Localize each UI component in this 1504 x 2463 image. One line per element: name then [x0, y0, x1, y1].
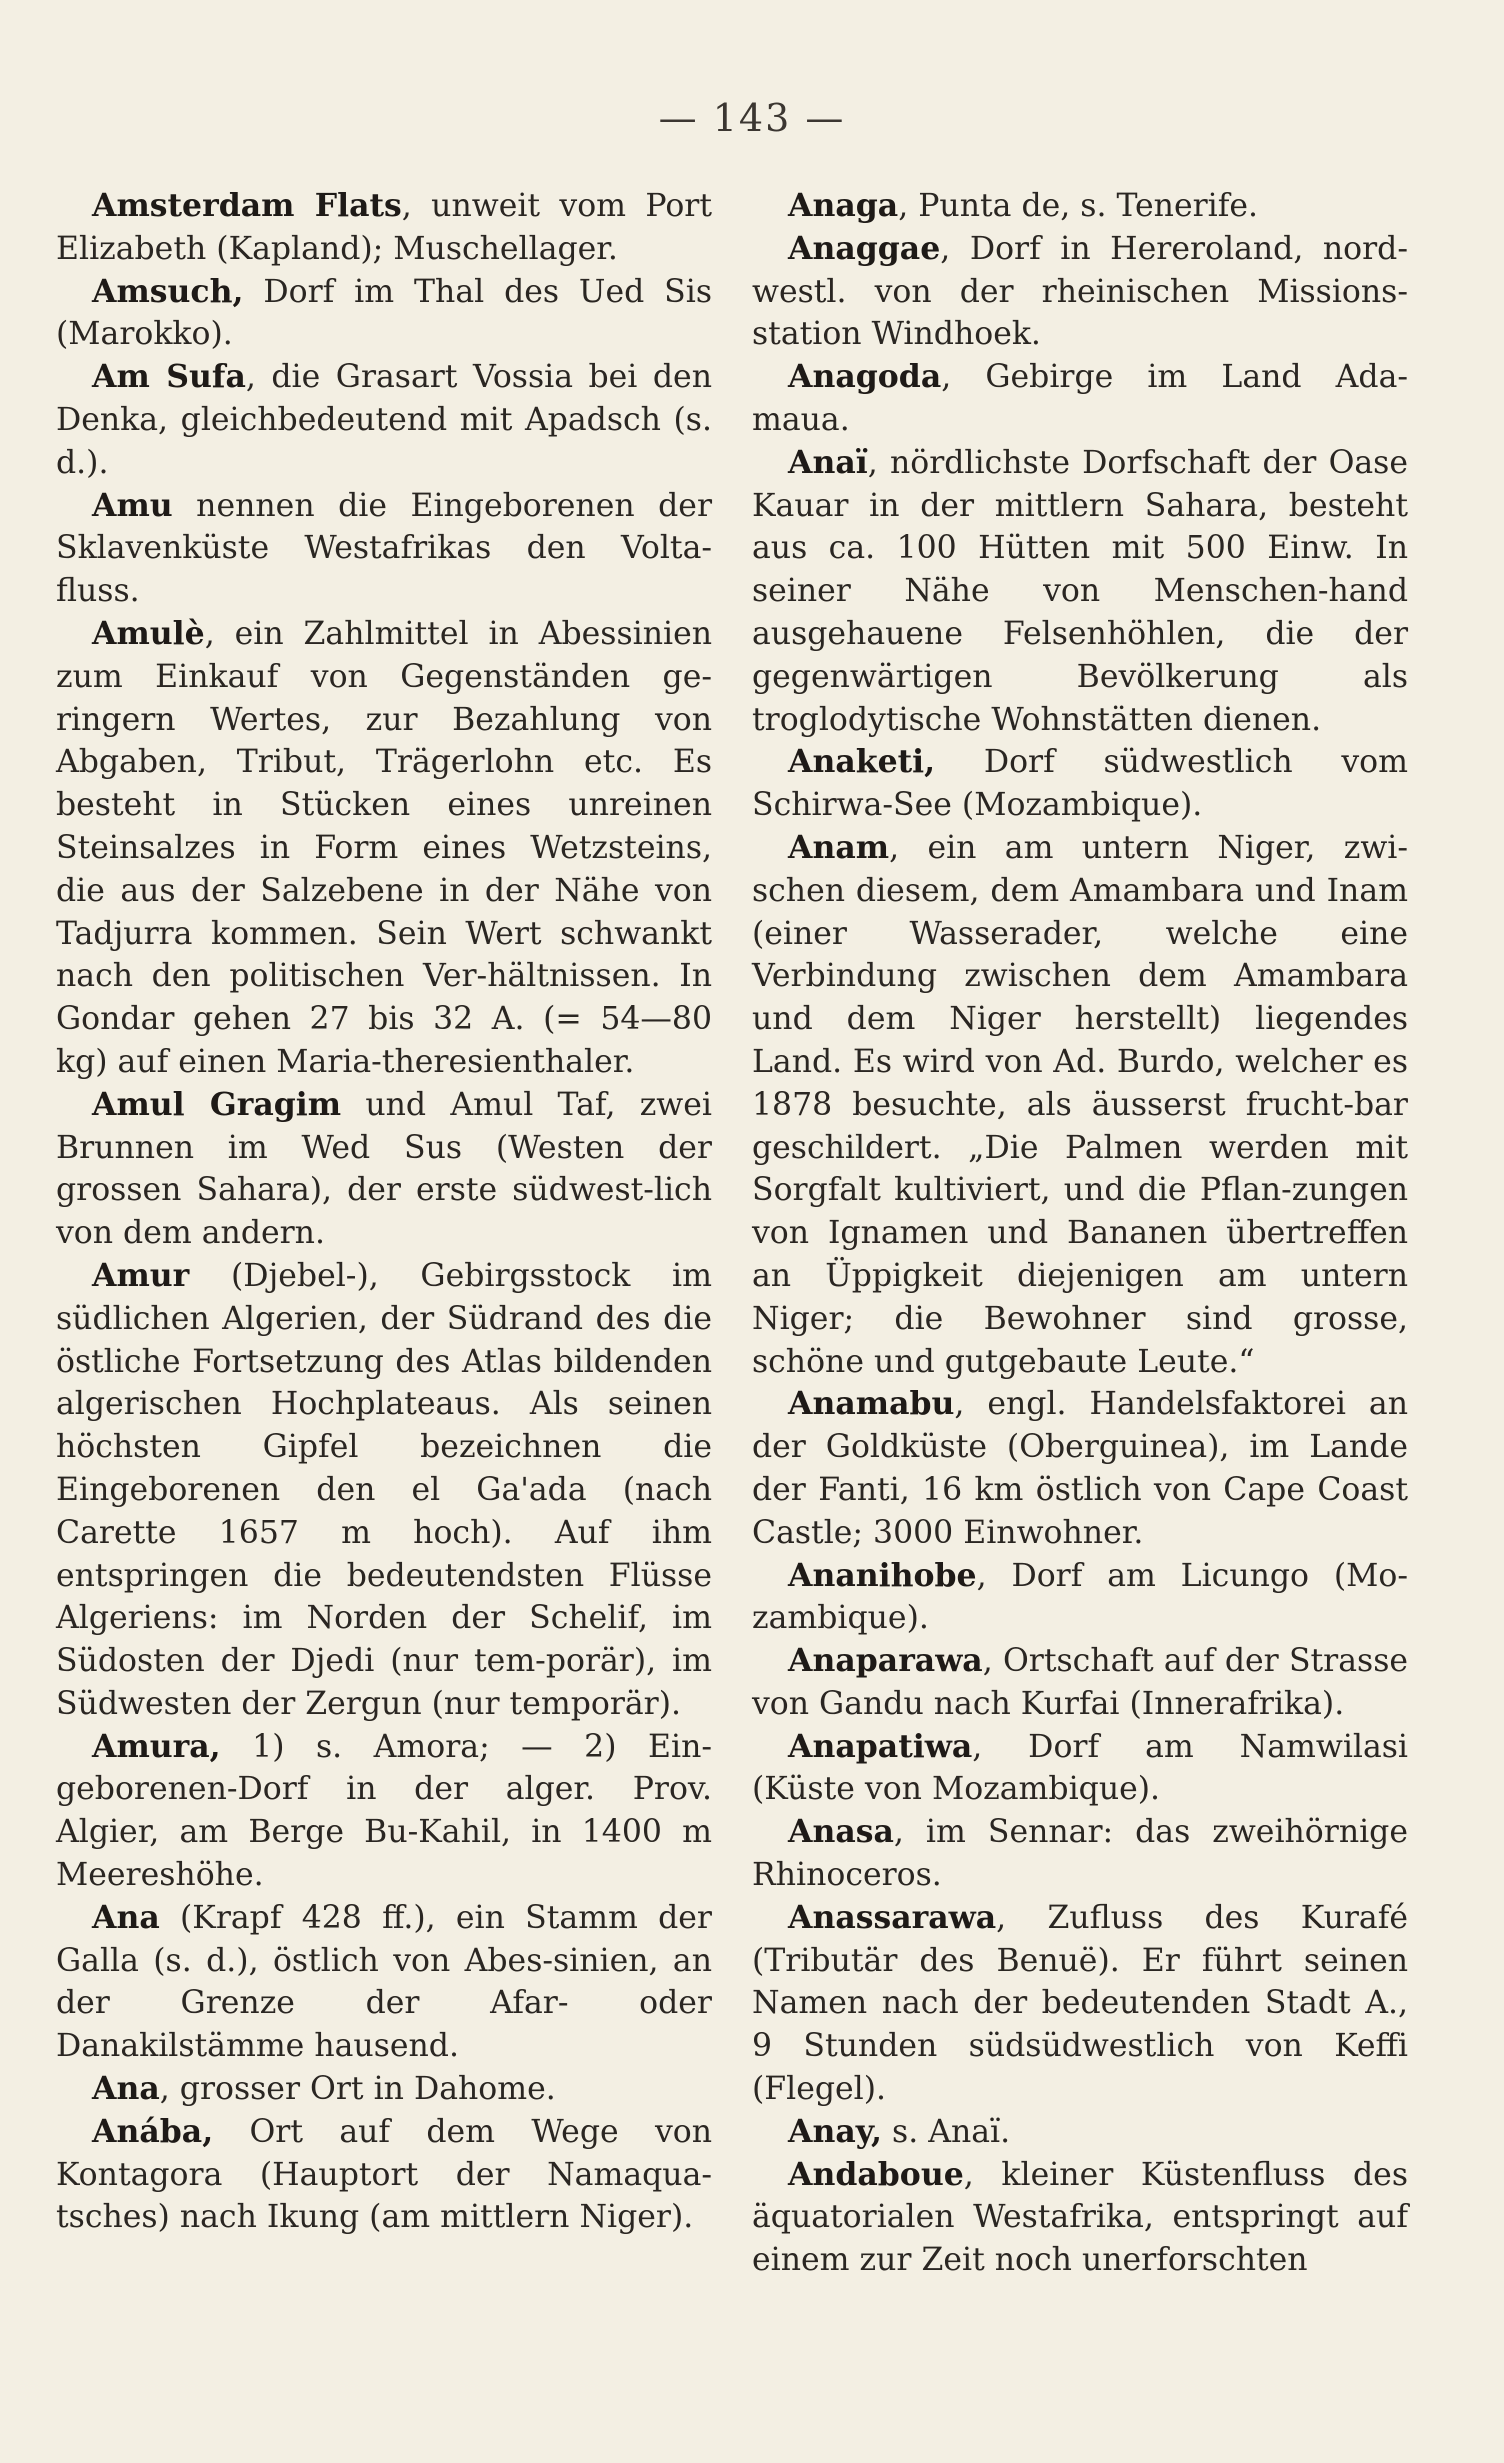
entry-headword: Anay,: [788, 2112, 883, 2150]
entry-text: , die Grasart Vossia bei den Denka, gleichbedeutend mit Apadsch (s. d.).: [56, 359, 712, 481]
dictionary-entry: [56, 1255, 712, 1726]
entry-text: Ort auf dem Wege von Kontagora (Hauptort der Namaqua-tsches) nach Ikung (am mittlern Niger).: [56, 2113, 712, 2236]
entry-text: , nördlichste Dorfschaft der Oase Kauar in der mittlern Sahara, besteht aus ca. 100 Hütten mit 500 Einw. In seiner Nähe von Menschen-hand ausgehauene Felsenhöhlen, die der gegenwärtigen Bevölkerung als troglodytische Wohnstätten dienen.: [752, 444, 1408, 738]
entry-text: s. Anaï.: [882, 2113, 1011, 2150]
entry-text: 1) s. Amora; — 2) Ein-geborenen-Dorf in der alger. Prov. Algier, am Berge Bu-Kahil, in 1400 m Meereshöhe.: [56, 1728, 712, 1894]
entry-headword: Anamabu: [788, 1385, 955, 1423]
entry-headword: Anapatiwa: [788, 1727, 973, 1765]
dictionary-entry: [56, 185, 712, 271]
entry-text: nennen die Eingeborenen der Sklavenküste Westafrikas den Volta-fluss.: [56, 487, 712, 610]
entry-headword: Am Sufa: [92, 358, 246, 396]
entry-headword: Andaboue: [788, 2155, 964, 2193]
dictionary-entry: [752, 442, 1408, 742]
entry-headword: Amulè: [92, 614, 205, 652]
dictionary-entry: [752, 827, 1408, 1383]
entry-text: , Dorf am Namwilasi (Küste von Mozambique).: [752, 1728, 1408, 1808]
dictionary-entry: [752, 1640, 1408, 1726]
entry-text: , Gebirge im Land Ada-maua.: [752, 359, 1408, 438]
entry-headword: Anaga: [788, 187, 899, 224]
left-column: [56, 185, 712, 2239]
entry-headword: Amur: [92, 1256, 190, 1294]
dictionary-entry: [56, 2068, 712, 2111]
dictionary-entry: [752, 1811, 1408, 1897]
entry-text: , Dorf am Licungo (Mo-zambique).: [752, 1557, 1408, 1637]
dictionary-entry: [752, 1383, 1408, 1554]
entry-headword: Anaï: [788, 443, 868, 481]
entry-headword: Amsterdam Flats: [92, 187, 402, 224]
entry-text: , ein am untern Niger, zwi-schen diesem, dem Amambara und Inam (einer Wasserader, welche eine Verbindung zwischen dem Amambara und dem Niger herstellt) liegendes Land. Es wird von Ad. Burdo, welcher es 1878 besuchte, als äusserst frucht-bar geschildert. „Die Palmen werden mit Sorgfalt kultiviert, und die Pflan-zungen von Ignamen und Bananen übertreffen an Üppigkeit diejenigen am untern Niger; die Bewohner sind grosse, schöne und gutgebaute Leute.“: [752, 829, 1408, 1380]
dictionary-entry: [752, 2111, 1408, 2154]
entry-text: und Amul Taf, zwei Brunnen im Wed Sus (Westen der grossen Sahara), der erste südwest-lich von dem andern.: [56, 1086, 712, 1252]
dictionary-entry: [752, 741, 1408, 827]
right-column: [752, 185, 1408, 2282]
entry-text: , ein Zahlmittel in Abessinien zum Einkauf von Gegenständen ge-ringern Wertes, zur Bezahlung von Abgaben, Tribut, Trägerlohn etc. Es besteht in Stücken eines unreinen Steinsalzes in Form eines Wetzsteins, die aus der Salzebene in der Nähe von Tadjurra kommen. Sein Wert schwankt nach den politischen Ver-hältnissen. In Gondar gehen 27 bis 32 A. (= 54—80 kg) auf einen Maria-theresienthaler.: [56, 615, 712, 1080]
dictionary-entry: [56, 1084, 712, 1255]
page-number: — 143 —: [658, 96, 846, 140]
entry-text: Dorf südwestlich vom Schirwa-See (Mozambique).: [752, 744, 1408, 824]
dictionary-entry: [752, 228, 1408, 356]
dictionary-entry: [56, 613, 712, 1084]
entry-text: , im Sennar: das zweihörnige Rhinoceros.: [752, 1814, 1408, 1894]
entry-text: , engl. Handelsfaktorei an der Goldküste (Oberguinea), im Lande der Fanti, 16 km östlich von Cape Coast Castle; 3000 Einwohner.: [752, 1386, 1408, 1551]
dictionary-entry: [752, 1897, 1408, 2111]
dictionary-entry: [752, 356, 1408, 442]
entry-headword: Anassarawa: [788, 1898, 997, 1936]
entry-headword: Amura,: [92, 1727, 221, 1765]
entry-headword: Ana: [92, 2070, 160, 2108]
entry-text: , kleiner Küstenfluss des äquatorialen Westafrika, entspringt auf einem zur Zeit noch unerforschten: [752, 2156, 1408, 2279]
dictionary-entry: [56, 271, 712, 357]
dictionary-entry: [56, 485, 712, 613]
dictionary-entry: [752, 1726, 1408, 1812]
dictionary-entry: [56, 1897, 712, 2068]
entry-text: , Ortschaft auf der Strasse von Gandu nach Kurfai (Innerafrika).: [752, 1643, 1408, 1722]
entry-text: Dorf im Thal des Ued Sis (Marokko).: [56, 273, 712, 353]
entry-text: , grosser Ort in Dahome.: [159, 2071, 556, 2108]
dictionary-entry: [752, 2154, 1408, 2282]
entry-headword: Amsuch,: [92, 272, 244, 310]
dictionary-entry: [752, 1555, 1408, 1641]
entry-text: (Krapf 428 ff.), ein Stamm der Galla (s. d.), östlich von Abes-sinien, an der Grenze der Afar- oder Danakilstämme hausend.: [56, 1899, 712, 2065]
entry-headword: Ana: [92, 1898, 160, 1936]
entry-text: , Zufluss des Kurafé (Tributär des Benuë). Er führt seinen Namen nach der bedeutenden Stadt A., 9 Stunden südsüdwestlich von Keffi (Flegel).: [752, 1899, 1408, 2108]
entry-text: , Dorf in Hereroland, nord-westl. von der rheinischen Missions-station Windhoek.: [752, 230, 1408, 353]
entry-headword: Anagoda: [788, 358, 942, 396]
entry-headword: Ananihobe: [788, 1556, 977, 1594]
entry-text: , Punta de, s. Tenerife.: [898, 188, 1259, 224]
entry-headword: Anába,: [92, 2112, 214, 2150]
entry-headword: Amu: [92, 486, 173, 524]
entry-headword: Anasa: [788, 1813, 894, 1851]
entry-headword: Anaggae: [788, 229, 941, 267]
entry-headword: Anaketi,: [788, 743, 936, 781]
entry-text: , unweit vom Port Elizabeth (Kapland); Muschellager.: [56, 188, 712, 267]
dictionary-entry: [56, 1726, 712, 1897]
dictionary-entry: [56, 356, 712, 484]
dictionary-entry: [752, 185, 1408, 228]
entry-headword: Anaparawa: [788, 1642, 983, 1680]
entry-headword: Amul Gragim: [92, 1085, 342, 1123]
entry-text: (Djebel-), Gebirgsstock im südlichen Algerien, der Südrand des die östliche Fortsetzung des Atlas bildenden algerischen Hochplateaus. Als seinen höchsten Gipfel bezeichnen die Eingeborenen den el Ga'ada (nach Carette 1657 m hoch). Auf ihm entspringen die bedeutendsten Flüsse Algeriens: im Norden der Schelif, im Südosten der Djedi (nur tem-porär), im Südwesten der Zergun (nur temporär).: [56, 1257, 712, 1722]
entry-headword: Anam: [788, 828, 890, 866]
dictionary-entry: [56, 2111, 712, 2239]
